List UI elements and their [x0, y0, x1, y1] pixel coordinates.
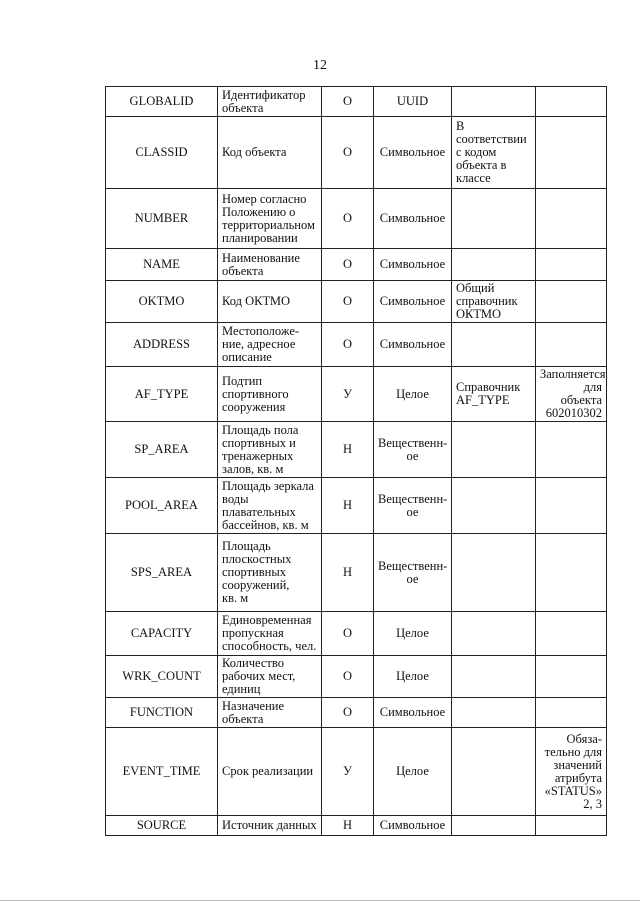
description-line: Назначение — [222, 698, 285, 713]
description-line: Код ОКТМО — [222, 294, 291, 308]
attribute-requirement-cell: О — [322, 117, 374, 189]
description-line: ние, адресное — [222, 337, 296, 351]
attribute-description-cell — [218, 117, 322, 189]
description-line: спортивных — [222, 565, 286, 579]
attribute-type-cell: Целое — [374, 728, 452, 816]
source-line: с кодом — [456, 145, 497, 159]
attribute-type-cell: Целое — [374, 656, 452, 698]
attribute-name-cell: OKTMO — [106, 281, 218, 323]
attribute-type-cell: Целое — [374, 612, 452, 656]
attribute-type-cell: Символьное — [374, 249, 452, 281]
type-line: ое — [406, 571, 419, 586]
table-row — [106, 698, 607, 728]
description-line: Площадь зеркала — [222, 478, 314, 493]
table-row — [106, 656, 607, 698]
attribute-type-cell — [374, 478, 452, 534]
attribute-description-cell — [218, 249, 322, 281]
source-line: Справочник — [456, 380, 521, 394]
attribute-type-cell: Символьное — [374, 698, 452, 728]
attribute-requirement-cell: О — [322, 281, 374, 323]
note-line: значений — [553, 757, 602, 772]
source-line: AF_TYPE — [456, 393, 510, 407]
attribute-type-cell: Символьное — [374, 323, 452, 367]
description-line: плоскостных — [222, 552, 292, 566]
attribute-description-cell — [218, 87, 322, 117]
note-line: 602010302 — [545, 406, 602, 420]
description-line: способность, чел. — [222, 639, 317, 653]
attribute-requirement-cell: О — [322, 87, 374, 117]
attribute-name-cell: CAPACITY — [106, 612, 218, 656]
attribute-source-cell — [452, 281, 536, 323]
attribute-description-cell — [218, 478, 322, 534]
description-line: Номер согласно — [222, 191, 307, 206]
description-line: тренажерных — [222, 448, 294, 463]
attribute-source-cell — [452, 323, 536, 367]
description-line: бассейнов, кв. м — [222, 517, 309, 532]
attribute-type-cell: Символьное — [374, 189, 452, 249]
description-line: Площадь — [222, 539, 271, 553]
attribute-description-cell — [218, 422, 322, 478]
table-row — [106, 87, 607, 117]
attribute-source-cell — [452, 656, 536, 698]
note-line: 2, 3 — [583, 796, 602, 811]
description-line: Площадь пола — [222, 422, 299, 437]
table-row — [106, 612, 607, 656]
attribute-table — [105, 86, 607, 836]
attribute-name-cell: EVENT_TIME — [106, 728, 218, 816]
note-line: атрибута — [554, 770, 602, 785]
attribute-type-cell — [374, 422, 452, 478]
attribute-name-cell: ADDRESS — [106, 323, 218, 367]
table-row — [106, 534, 607, 612]
attribute-note-cell — [536, 816, 607, 836]
attribute-source-cell — [452, 422, 536, 478]
attribute-note-cell — [536, 281, 607, 323]
description-line: Местоположе- — [222, 324, 300, 338]
description-line: рабочих мест, — [222, 669, 296, 683]
attribute-note-cell — [536, 728, 607, 816]
attribute-requirement-cell: О — [322, 698, 374, 728]
attribute-name-cell: NUMBER — [106, 189, 218, 249]
description-line: описание — [222, 350, 272, 364]
table-row — [106, 117, 607, 189]
description-line: Код объекта — [222, 145, 287, 159]
attribute-note-cell — [536, 698, 607, 728]
description-line: пропускная — [222, 626, 284, 640]
source-line: объекта в — [456, 158, 507, 172]
description-line: плавательных — [222, 504, 296, 519]
attribute-description-cell — [218, 367, 322, 422]
type-line: ое — [406, 448, 419, 463]
attribute-note-cell — [536, 534, 607, 612]
type-line: Вещественн- — [378, 558, 448, 573]
table-row — [106, 816, 607, 836]
description-line: воды — [222, 491, 249, 506]
note-line: тельно для — [544, 744, 602, 759]
attribute-name-cell: POOL_AREA — [106, 478, 218, 534]
description-line: Единовременная — [222, 613, 312, 627]
attribute-requirement-cell: О — [322, 249, 374, 281]
attribute-type-cell: Символьное — [374, 281, 452, 323]
table-row — [106, 478, 607, 534]
attribute-description-cell — [218, 534, 322, 612]
attribute-source-cell — [452, 612, 536, 656]
attribute-requirement-cell: Н — [322, 816, 374, 836]
attribute-source-cell — [452, 728, 536, 816]
note-line: для объекта — [560, 380, 602, 407]
source-line: соответствии — [456, 132, 527, 146]
table-row — [106, 189, 607, 249]
table-row — [106, 323, 607, 367]
attribute-description-cell — [218, 816, 322, 836]
attribute-type-cell: Символьное — [374, 816, 452, 836]
type-line: Вещественн- — [378, 435, 448, 450]
attribute-requirement-cell: У — [322, 367, 374, 422]
description-line: кв. м — [222, 591, 249, 605]
source-line: Общий — [456, 281, 495, 295]
note-line: «STATUS» — [544, 783, 602, 798]
page-edge-line — [0, 900, 640, 901]
attribute-note-cell — [536, 87, 607, 117]
attribute-type-cell: Целое — [374, 367, 452, 422]
attribute-requirement-cell: О — [322, 323, 374, 367]
page-number: 12 — [313, 58, 327, 73]
attribute-name-cell: AF_TYPE — [106, 367, 218, 422]
description-line: сооружения — [222, 399, 286, 414]
attribute-source-cell — [452, 698, 536, 728]
attribute-note-cell — [536, 367, 607, 422]
attribute-name-cell: NAME — [106, 249, 218, 281]
description-line: территориальном — [222, 217, 315, 232]
attribute-note-cell — [536, 422, 607, 478]
table-row — [106, 422, 607, 478]
description-line: спортивного — [222, 386, 289, 401]
attribute-note-cell — [536, 189, 607, 249]
attribute-name-cell: SPS_AREA — [106, 534, 218, 612]
attribute-source-cell — [452, 117, 536, 189]
attribute-note-cell — [536, 478, 607, 534]
table-row — [106, 367, 607, 422]
attribute-note-cell — [536, 323, 607, 367]
description-line: Источник данных — [222, 818, 317, 832]
description-line: объекта — [222, 711, 264, 726]
attribute-type-cell: UUID — [374, 87, 452, 117]
attribute-type-cell: Символьное — [374, 117, 452, 189]
attribute-source-cell — [452, 816, 536, 836]
description-line: планировании — [222, 230, 298, 245]
attribute-description-cell — [218, 656, 322, 698]
description-line: объекта — [222, 263, 264, 278]
table-row — [106, 249, 607, 281]
attribute-note-cell — [536, 117, 607, 189]
attribute-requirement-cell: О — [322, 612, 374, 656]
description-line: Количество — [222, 656, 284, 670]
attribute-requirement-cell: Н — [322, 478, 374, 534]
attribute-requirement-cell: О — [322, 189, 374, 249]
source-line: справочник — [456, 294, 518, 308]
attribute-name-cell: GLOBALID — [106, 87, 218, 117]
table-row — [106, 281, 607, 323]
attribute-name-cell: CLASSID — [106, 117, 218, 189]
type-line: ое — [406, 504, 419, 519]
attribute-description-cell — [218, 281, 322, 323]
attribute-description-cell — [218, 698, 322, 728]
attribute-name-cell: SP_AREA — [106, 422, 218, 478]
description-line: Подтип — [222, 373, 263, 388]
note-line: Обяза- — [566, 731, 602, 746]
attribute-source-cell — [452, 249, 536, 281]
attribute-source-cell — [452, 189, 536, 249]
attribute-description-cell — [218, 612, 322, 656]
attribute-source-cell — [452, 478, 536, 534]
attribute-requirement-cell: Н — [322, 534, 374, 612]
attribute-description-cell — [218, 728, 322, 816]
attribute-source-cell — [452, 534, 536, 612]
description-line: спортивных и — [222, 435, 296, 450]
attribute-note-cell — [536, 612, 607, 656]
attribute-note-cell — [536, 656, 607, 698]
source-line: ОКТМО — [456, 307, 501, 321]
attribute-name-cell: SOURCE — [106, 816, 218, 836]
attribute-name-cell: FUNCTION — [106, 698, 218, 728]
source-line: В — [456, 119, 465, 133]
attribute-type-cell — [374, 534, 452, 612]
description-line: единиц — [222, 682, 261, 696]
description-line: Срок реализации — [222, 764, 314, 778]
description-line: Положению о — [222, 204, 296, 219]
attribute-requirement-cell: Н — [322, 422, 374, 478]
type-line: Вещественн- — [378, 491, 448, 506]
attribute-note-cell — [536, 249, 607, 281]
attribute-description-cell — [218, 323, 322, 367]
description-line: сооружений, — [222, 578, 290, 592]
description-line: Идентификатор — [222, 87, 306, 102]
attribute-source-cell — [452, 367, 536, 422]
attribute-name-cell: WRK_COUNT — [106, 656, 218, 698]
source-line: классе — [456, 171, 491, 185]
attribute-requirement-cell: О — [322, 656, 374, 698]
attribute-source-cell — [452, 87, 536, 117]
description-line: объекта — [222, 100, 264, 115]
table-row — [106, 728, 607, 816]
attribute-table-body — [106, 87, 607, 836]
description-line: залов, кв. м — [222, 461, 284, 476]
attribute-requirement-cell: У — [322, 728, 374, 816]
note-line: Заполняется — [540, 367, 606, 381]
description-line: Наименование — [222, 250, 300, 265]
attribute-description-cell — [218, 189, 322, 249]
